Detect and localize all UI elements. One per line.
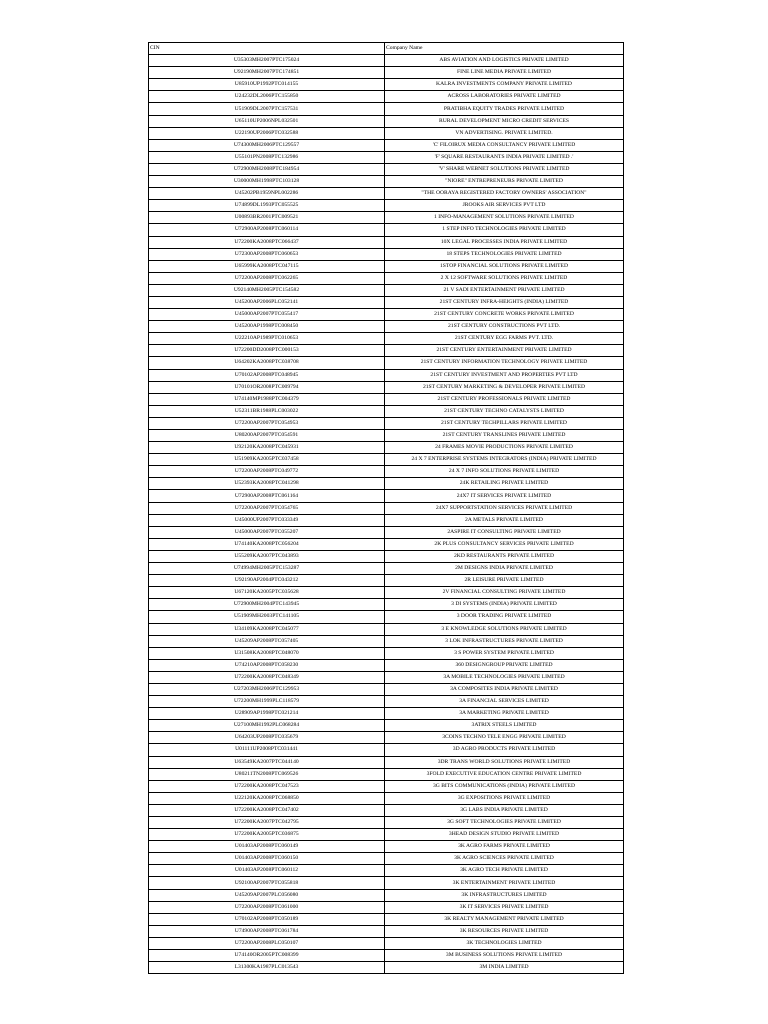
table-row: [149, 430, 624, 442]
company-name-cell: 360 DESIGNGROUP PRIVATE LIMITED: [385, 659, 624, 671]
cin-cell: U74899DL1993PTC055525: [149, 200, 385, 212]
company-name-cell: 24 X 7 INFO SOLUTIONS PRIVATE LIMITED: [385, 466, 624, 478]
cin-cell: U72200MH1999PLC118579: [149, 696, 385, 708]
cin-cell: U55209KA2007PTC043893: [149, 550, 385, 562]
company-name-cell: 2KD RESTAURANTS PRIVATE LIMITED: [385, 550, 624, 562]
company-name-cell: 24X7 SUPPORTSTATION SERVICES PRIVATE LIMITED: [385, 502, 624, 514]
company-name-cell: "THE OORAYA REGISTERED FACTORY OWNERS' ASSOCIATION": [385, 188, 624, 200]
cin-cell: U51909KA2005PTC037458: [149, 454, 385, 466]
table-row: [149, 937, 624, 949]
cin-cell: U45000AP2007PTC055207: [149, 526, 385, 538]
table-row: [149, 587, 624, 599]
company-name-cell: 21ST CENTURY TECHNO CATALYSTS LIMITED: [385, 405, 624, 417]
cin-cell: U52393KA2008PTC041298: [149, 478, 385, 490]
cin-cell: U72200KA2008PTC047523: [149, 780, 385, 792]
cin-cell: U64203UP2008PTC035679: [149, 732, 385, 744]
table-row: [149, 526, 624, 538]
cin-cell: U92190MH2007PTC174851: [149, 67, 385, 79]
cin-cell: U30000MH1998PTC103128: [149, 176, 385, 188]
table-row: [149, 889, 624, 901]
cin-cell: U24232DL2006PTC155850: [149, 91, 385, 103]
company-name-cell: "NIORE" ENTREPRENEURS PRIVATE LIMITED: [385, 176, 624, 188]
table-row: [149, 224, 624, 236]
table-row: [149, 236, 624, 248]
table-row: [149, 913, 624, 925]
company-name-cell: 3G EXPOSITIONS PRIVATE LIMITED: [385, 792, 624, 804]
table-row: [149, 369, 624, 381]
company-name-cell: 21ST CENTURY PROFESSIONALS PRIVATE LIMITED: [385, 393, 624, 405]
table-row: [149, 720, 624, 732]
company-name-cell: 3 DI SYSTEMS (INDIA) PRIVATE LIMITED: [385, 599, 624, 611]
table-row: [149, 260, 624, 272]
cin-cell: U27203MH2006PTC129953: [149, 683, 385, 695]
cin-cell: U74994MH2005PTC153287: [149, 563, 385, 575]
cin-cell: U72900AP2008PTC060114: [149, 224, 385, 236]
company-name-cell: 'F' SQUARE RESTAURANTS INDIA PRIVATE LIMITED .': [385, 151, 624, 163]
table-row: [149, 357, 624, 369]
table-row: [149, 901, 624, 913]
table-row: [149, 417, 624, 429]
table-row: [149, 115, 624, 127]
table-row: [149, 405, 624, 417]
table-row: [149, 345, 624, 357]
table-row: [149, 139, 624, 151]
cin-cell: U45200AP2006PLC052141: [149, 296, 385, 308]
company-name-cell: KALRA INVESTMENTS COMPANY PRIVATE LIMITED: [385, 79, 624, 91]
company-name-cell: RURAL DEVELOPMENT MICRO CREDIT SERVICES: [385, 115, 624, 127]
cin-cell: L31300KA1987PLC013543: [149, 962, 385, 974]
table-row: [149, 296, 624, 308]
company-name-cell: 24K RETAILING PRIVATE LIMITED: [385, 478, 624, 490]
table-body: [149, 55, 624, 974]
company-name-cell: 3K AGRO TECH PRIVATE LIMITED: [385, 865, 624, 877]
cin-cell: U51909DL2007PTC157531: [149, 103, 385, 115]
table-row: [149, 91, 624, 103]
company-name-cell: 3K TECHNOLOGIES LIMITED: [385, 937, 624, 949]
cin-cell: U45000UP2007PTC033349: [149, 514, 385, 526]
cin-cell: U64202KA2008PTC038708: [149, 357, 385, 369]
company-name-cell: 24 X 7 ENTERPRISE SYSTEMS INTEGRATORS (INDIA) PRIVATE LIMITED: [385, 454, 624, 466]
company-name-cell: 3 DOOR TRADING PRIVATE LIMITED: [385, 611, 624, 623]
company-name-cell: 3K ENTERTAINMENT PRIVATE LIMITED: [385, 877, 624, 889]
cin-cell: U80200AP2007PTC054591: [149, 430, 385, 442]
company-name-cell: 3D AGRO PRODUCTS PRIVATE LIMITED: [385, 744, 624, 756]
table-row: [149, 817, 624, 829]
company-name-cell: 21ST CENTURY MARKETING & DEVELOPER PRIVATE LIMITED: [385, 381, 624, 393]
cin-cell: U92190AP2004PTC043212: [149, 575, 385, 587]
table-row: [149, 732, 624, 744]
table-row: [149, 103, 624, 115]
table-row: [149, 708, 624, 720]
cin-cell: U72200AP2008PTC049772: [149, 466, 385, 478]
table-row: [149, 309, 624, 321]
table-row: [149, 853, 624, 865]
company-name-cell: 21ST CENTURY INFRA-HEIGHTS (INDIA) LIMITED: [385, 296, 624, 308]
cin-cell: U01403AP2008PTC060150: [149, 853, 385, 865]
company-name-cell: 2R LEISURE PRIVATE LIMITED: [385, 575, 624, 587]
company-name-cell: 3K REALTY MANAGEMENT PRIVATE LIMITED: [385, 913, 624, 925]
table-row: [149, 490, 624, 502]
company-name-cell: 21ST CENTURY CONSTRUCTIONS PVT LTD.: [385, 321, 624, 333]
company-name-cell: 21ST CENTURY TRANSLINES PRIVATE LIMITED: [385, 430, 624, 442]
company-name-cell: 21 V SADI ENTERTAINMENT PRIVATE LIMITED: [385, 284, 624, 296]
table-row: [149, 478, 624, 490]
table-row: [149, 829, 624, 841]
table-row: [149, 176, 624, 188]
cin-cell: U72900MH2004PTC143945: [149, 599, 385, 611]
table-row: [149, 151, 624, 163]
company-name-cell: 3FOLD EXECUTIVE EDUCATION CENTRE PRIVATE LIMITED: [385, 768, 624, 780]
company-table-sheet: [148, 42, 623, 974]
table-row: [149, 454, 624, 466]
company-name-cell: 3K INFRASTRUCTURES LIMITED: [385, 889, 624, 901]
company-name-cell: 3COINS TECHNO TELE ENGG PRIVATE LIMITED: [385, 732, 624, 744]
company-name-cell: 3 E KNOWLEDGE SOLUTIONS PRIVATE LIMITED: [385, 623, 624, 635]
company-name-cell: 3DR TRANS WORLD SOLUTIONS PRIVATE LIMITED: [385, 756, 624, 768]
cin-cell: U65999KA2008PTC047115: [149, 260, 385, 272]
company-name-cell: FINE LINE MEDIA PRIVATE LIMITED: [385, 67, 624, 79]
cin-cell: U72200AP2008PLC050107: [149, 937, 385, 949]
company-name-cell: 3 S POWER SYSTEM PRIVATE LIMITED: [385, 647, 624, 659]
table-row: [149, 381, 624, 393]
company-name-cell: 3A COMPOSITES INDIA PRIVATE LIMITED: [385, 683, 624, 695]
cin-cell: U34109KA2008PTC045077: [149, 623, 385, 635]
table-row: [149, 127, 624, 139]
cin-cell: U27100MH1992PLC068284: [149, 720, 385, 732]
company-table: [148, 42, 624, 974]
table-row: [149, 599, 624, 611]
company-name-cell: 21ST CENTURY INFORMATION TECHNOLOGY PRIVATE LIMITED: [385, 357, 624, 369]
cin-cell: U51909MH2003PTC141105: [149, 611, 385, 623]
company-name-cell: 3K AGRO FARMS PRIVATE LIMITED: [385, 841, 624, 853]
company-name-cell: 3G BITS COMMUNICATIONS (INDIA) PRIVATE LIMITED: [385, 780, 624, 792]
company-name-cell: VN ADVERTISING. PRIVATE LIMITED.: [385, 127, 624, 139]
table-row: [149, 768, 624, 780]
table-row: [149, 538, 624, 550]
table-row: [149, 804, 624, 816]
cin-cell: U28909AP1998PTC021214: [149, 708, 385, 720]
company-name-cell: 3M INDIA LIMITED: [385, 962, 624, 974]
cin-cell: U70102AP2008PTC050189: [149, 913, 385, 925]
company-name-cell: 3A FINANCIAL SERVICES LIMITED: [385, 696, 624, 708]
table-row: [149, 514, 624, 526]
company-name-cell: 21ST CENTURY INVESTMENT AND PROPERTIES PVT LTD: [385, 369, 624, 381]
table-row: [149, 792, 624, 804]
company-name-cell: 3ATRIX STEELS LIMITED: [385, 720, 624, 732]
cin-cell: U63549KA2007PTC044140: [149, 756, 385, 768]
table-row: [149, 683, 624, 695]
table-row: [149, 659, 624, 671]
cin-cell: U92140MH2005PTC154582: [149, 284, 385, 296]
company-name-cell: 3K RESOURCES PRIVATE LIMITED: [385, 925, 624, 937]
table-row: [149, 55, 624, 67]
cin-cell: U00893BR2001PTC009521: [149, 212, 385, 224]
cin-cell: U45202PB1959NPL002286: [149, 188, 385, 200]
company-name-header: Company Name: [385, 43, 624, 55]
company-name-cell: 24 FRAMES MOVIE PRODUCTIONS PRIVATE LIMITED: [385, 442, 624, 454]
table-row: [149, 466, 624, 478]
table-row: [149, 611, 624, 623]
cin-cell: U67120KA2005PTC035628: [149, 587, 385, 599]
company-name-cell: 21ST CENTURY ENTERTAINMENT PRIVATE LIMITED: [385, 345, 624, 357]
cin-cell: U74210AP2008PTC058230: [149, 659, 385, 671]
table-row: [149, 188, 624, 200]
cin-cell: U45209AP2007PLC056080: [149, 889, 385, 901]
cin-cell: U72200DD2008PTC000153: [149, 345, 385, 357]
company-name-cell: 'V' SHARE WEBNET SOLUTIONS PRIVATE LIMITED: [385, 163, 624, 175]
table-row: [149, 623, 624, 635]
table-row: [149, 877, 624, 889]
table-row: [149, 272, 624, 284]
table-row: [149, 841, 624, 853]
cin-header: CIN: [149, 43, 385, 55]
company-name-cell: 'C' FILOIRUX MEDIA CONSULTANCY PRIVATE LIMITED: [385, 139, 624, 151]
company-name-cell: 2M DESIGNS INDIA PRIVATE LIMITED: [385, 563, 624, 575]
company-name-cell: 21ST CENTURY TECHPILLARS PRIVATE LIMITED: [385, 417, 624, 429]
table-row: [149, 442, 624, 454]
table-row: [149, 671, 624, 683]
company-name-cell: 3 LOK INFRASTRUCTURES PRIVATE LIMITED: [385, 635, 624, 647]
cin-cell: U72200KA2008PTC066437: [149, 236, 385, 248]
company-name-cell: 21ST CENTURY EGG FARMS PVT. LTD.: [385, 333, 624, 345]
cin-cell: U72900MH2008PTC184954: [149, 163, 385, 175]
cin-cell: U45000AP2007PTC055417: [149, 309, 385, 321]
table-row: [149, 248, 624, 260]
cin-cell: U74300MH2006PTC129557: [149, 139, 385, 151]
company-name-cell: 2 X 12 SOFTWARE SOLUTIONS PRIVATE LIMITED: [385, 272, 624, 284]
company-name-cell: 10X LEGAL PROCESSES INDIA PRIVATE LIMITED: [385, 236, 624, 248]
cin-cell: U80211TN2008PTC069526: [149, 768, 385, 780]
company-name-cell: JROOKS AIR SERVICES PVT LTD: [385, 200, 624, 212]
cin-cell: U01111UP2008PTC031441: [149, 744, 385, 756]
table-row: [149, 393, 624, 405]
table-row: [149, 780, 624, 792]
cin-cell: U72200AP2008PTC061000: [149, 901, 385, 913]
table-row: [149, 333, 624, 345]
cin-cell: U55101PN2008PTC132986: [149, 151, 385, 163]
cin-cell: U74140OR2005PTC008399: [149, 950, 385, 962]
cin-cell: U72200KA2007PTC042795: [149, 817, 385, 829]
cin-cell: U74140MP1988PTC004379: [149, 393, 385, 405]
cin-cell: U72200KA2008PTC048349: [149, 671, 385, 683]
company-name-cell: 3A MOBILE TECHNOLOGIES PRIVATE LIMITED: [385, 671, 624, 683]
company-name-cell: ACROSS LABORATORIES PRIVATE LIMITED: [385, 91, 624, 103]
table-row: [149, 67, 624, 79]
company-name-cell: 21ST CENTURY CONCRETE WORKS PRIVATE LIMITED: [385, 309, 624, 321]
table-row: [149, 962, 624, 974]
company-name-cell: 1 INFO-MANAGEMENT SOLUTIONS PRIVATE LIMITED: [385, 212, 624, 224]
cin-cell: U70102AP2008PTC048945: [149, 369, 385, 381]
cin-cell: U74140KA2008PTC056204: [149, 538, 385, 550]
table-row: [149, 744, 624, 756]
table-row: [149, 284, 624, 296]
table-row: [149, 79, 624, 91]
cin-cell: U92120KA2008PTC045931: [149, 442, 385, 454]
company-name-cell: 2A METALS PRIVATE LIMITED: [385, 514, 624, 526]
company-name-cell: 18 STEPS TECHNOLOGIES PRIVATE LIMITED: [385, 248, 624, 260]
table-row: [149, 925, 624, 937]
cin-cell: U72200KA2005PTC036875: [149, 829, 385, 841]
table-row: [149, 563, 624, 575]
cin-cell: U35303MH2007PTC175024: [149, 55, 385, 67]
table-row: [149, 756, 624, 768]
table-row: [149, 865, 624, 877]
company-name-cell: 3G SOFT TECHNOLOGIES PRIVATE LIMITED: [385, 817, 624, 829]
company-name-cell: PRATIBHA EQUITY TRADES PRIVATE LIMITED: [385, 103, 624, 115]
table-row: [149, 163, 624, 175]
cin-cell: U01403AP2008PTC060149: [149, 841, 385, 853]
company-name-cell: 3G LABS INDIA PRIVATE LIMITED: [385, 804, 624, 816]
cin-cell: U92100AP2007PTC055818: [149, 877, 385, 889]
company-name-cell: 3M BUSINESS SOLUTIONS PRIVATE LIMITED: [385, 950, 624, 962]
cin-cell: U45209AP2008PTC057405: [149, 635, 385, 647]
company-name-cell: 1 STEP INFO TECHNOLOGIES PRIVATE LIMITED: [385, 224, 624, 236]
cin-cell: U72900AP2008PTC061164: [149, 490, 385, 502]
cin-cell: U01403AP2008PTC060112: [149, 865, 385, 877]
cin-cell: U52311BR1988PLC003022: [149, 405, 385, 417]
cin-cell: U22210AP1989PTC010653: [149, 333, 385, 345]
table-row: [149, 950, 624, 962]
cin-cell: U72200AP2007PTC054765: [149, 502, 385, 514]
cin-cell: U74900AP2008PTC061784: [149, 925, 385, 937]
cin-cell: U22190UP2006PTC032588: [149, 127, 385, 139]
company-name-cell: 3K AGRO SCIENCES PRIVATE LIMITED: [385, 853, 624, 865]
cin-cell: U72200AP2007PTC054953: [149, 417, 385, 429]
table-row: [149, 575, 624, 587]
cin-cell: U45200AP1998PTC008450: [149, 321, 385, 333]
cin-cell: U31508KA2008PTC048070: [149, 647, 385, 659]
table-row: [149, 212, 624, 224]
company-name-cell: 2ASPIRE IT CONSULTING PRIVATE LIMITED: [385, 526, 624, 538]
cin-cell: U70101OR2008PTC009794: [149, 381, 385, 393]
table-row: [149, 502, 624, 514]
cin-cell: U72200AP2008PTC062265: [149, 272, 385, 284]
table-row: [149, 550, 624, 562]
cin-cell: U65110UP2006NPL032501: [149, 115, 385, 127]
header-row: [149, 43, 624, 55]
table-row: [149, 696, 624, 708]
company-name-cell: 3K IT SERVICES PRIVATE LIMITED: [385, 901, 624, 913]
table-row: [149, 635, 624, 647]
company-name-cell: 24X7 IT SERVICES PRIVATE LIMITED: [385, 490, 624, 502]
cin-cell: U72200KA2008PTC047402: [149, 804, 385, 816]
company-name-cell: 2V FINANCIAL CONSULTING PRIVATE LIMITED: [385, 587, 624, 599]
table-row: [149, 321, 624, 333]
company-name-cell: 3HEAD DESIGN STUDIO PRIVATE LIMITED: [385, 829, 624, 841]
company-name-cell: ABS AVIATION AND LOGISTICS PRIVATE LIMITED: [385, 55, 624, 67]
company-name-cell: 2K PLUS CONSULTANCY SERVICES PRIVATE LIMITED: [385, 538, 624, 550]
company-name-cell: 1STOP FINANCIAL SOLUTIONS PRIVATE LIMITED: [385, 260, 624, 272]
table-row: [149, 200, 624, 212]
cin-cell: U85910UP1992PTC014155: [149, 79, 385, 91]
cin-cell: U72300AP2008PTC060653: [149, 248, 385, 260]
company-name-cell: 3A MARKETING PRIVATE LIMITED: [385, 708, 624, 720]
table-row: [149, 647, 624, 659]
cin-cell: U22120KA2008PTC068850: [149, 792, 385, 804]
